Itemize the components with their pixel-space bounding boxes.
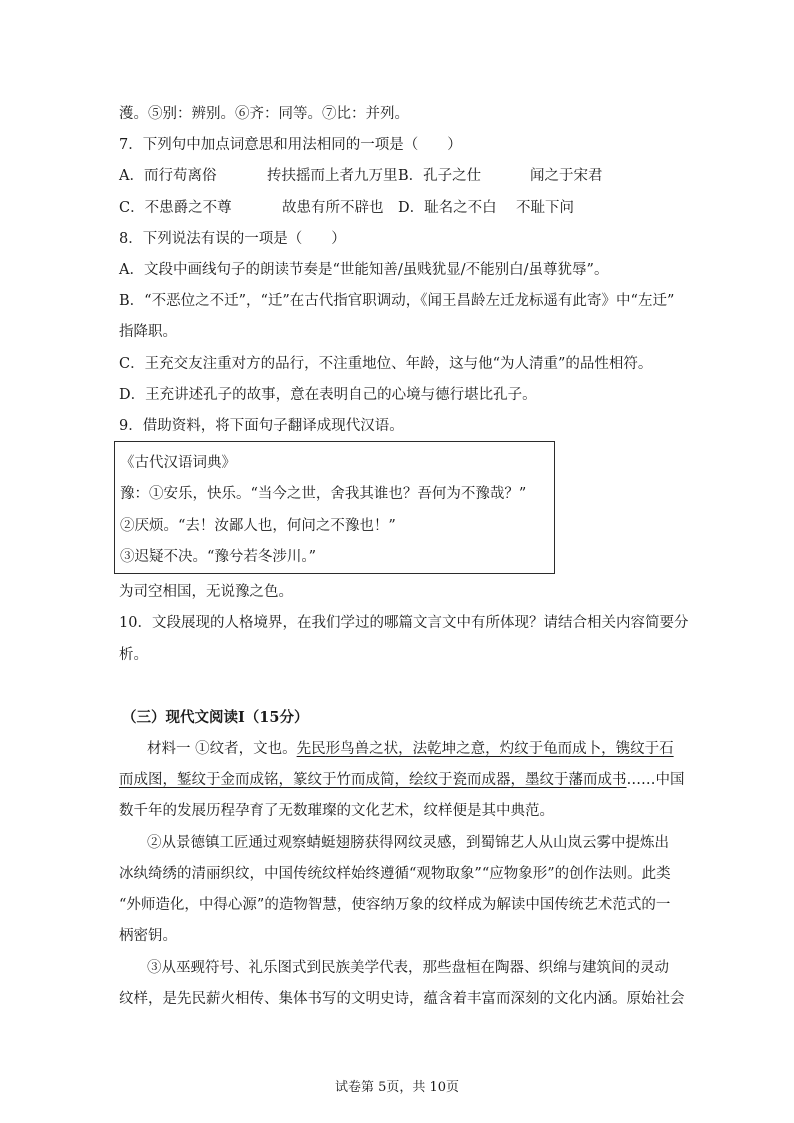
q7-option-d-part2: 不耻下问 (516, 200, 574, 216)
q8-option-a: A．文段中画线句子的朗读节奏是“世能知善/虽贱犹显/不能别白/虽尊犹辱”。 (119, 262, 609, 278)
material1-line3: 数千年的发展历程孕育了无数璀璨的文化艺术，纹样便是其中典范。 (119, 803, 554, 819)
paragraph3-line1: ③从巫觋符号、礼乐图式到民族美学代表，那些盘桓在陶器、织绵与建筑间的灵动 (147, 960, 669, 976)
dictionary-entry-2: ②厌烦。“去！汝鄙人也，何问之不豫也！” (120, 518, 396, 534)
material1-line2 (119, 770, 685, 790)
dictionary-reference-box (114, 441, 555, 574)
dictionary-entry-1: 豫：①安乐，快乐。“当今之世，舍我其谁也？吾何为不豫哉？” (120, 486, 527, 502)
q10-line2: 析。 (119, 647, 148, 663)
q10-line1: 10．文段展现的人格境界，在我们学过的哪篇文言文中有所体现？请结合相关内容简要分 (119, 615, 689, 631)
underlined-sentence-part1: 先民形鸟兽之状，法乾坤之意，灼纹于龟而成卜，镌纹于石 (296, 741, 674, 757)
material1-prefix: 材料一 ①纹者，文也。 (147, 741, 297, 757)
q7-option-d-part1: D．耻名之不白 (398, 200, 497, 216)
paragraph3-line2: 纹样，是先民薪火相传、集体书写的文明史诗，蕴含着丰富而深刻的文化内涵。原始社会 (119, 991, 685, 1007)
page-footer: 试卷第 5页，共 10页 (334, 1080, 460, 1095)
dictionary-title: 《古代汉语词典》 (120, 455, 236, 471)
q7-option-c-part2: 故患有所不辟也 (282, 200, 384, 216)
dictionary-entry-3: ③迟疑不决。“豫兮若冬涉川。” (120, 549, 317, 565)
q7-stem: 7．下列句中加点词意思和用法相同的一项是（ ） (119, 137, 462, 153)
q7-option-c-part1: C．不患爵之不尊 (119, 200, 232, 216)
material1-line1 (147, 739, 674, 759)
q7-option-a-part1: A．而行苟离俗 (119, 168, 217, 184)
section3-heading: （三）现代文阅读Ⅰ（15分） (122, 709, 309, 726)
notes-line: 濩。⑤别：辨别。⑥齐：同等。⑦比：并列。 (119, 106, 409, 122)
q8-option-c: C．王充交友注重对方的品行，不注重地位、年龄，这与他“为人清重”的品性相符。 (119, 356, 653, 372)
q7-option-b-part1: B．孔子之仕 (398, 168, 482, 184)
material1-line2-suffix: ……中国 (626, 772, 685, 788)
paragraph2-line4: 柄密钥。 (119, 928, 177, 944)
q9-stem: 9．借助资料，将下面句子翻译成现代汉语。 (119, 418, 404, 434)
q9-sentence: 为司空相国，无说豫之色。 (119, 584, 293, 600)
paragraph2-line1: ②从景德镇工匠通过观察蜻蜓翅膀获得网纹灵感，到蜀锦艺人从山岚云雾中提炼出 (147, 835, 669, 851)
q7-option-a-part2: 抟扶摇而上者九万里 (267, 168, 398, 184)
paragraph2-line2: 冰纨绮绣的清丽织纹，中国传统纹样始终遵循“观物取象”“应物象形”的创作法则。此类 (119, 866, 671, 882)
underlined-sentence-part2: 而成图，錾纹于金而成铭，篆纹于竹而成简，绘纹于瓷而成器，墨纹于藩而成书 (119, 772, 627, 788)
q8-option-d: D．王充讲述孔子的故事，意在表明自己的心境与德行堪比孔子。 (119, 387, 537, 403)
q7-option-b-part2: 闻之于宋君 (530, 168, 603, 184)
q8-stem: 8．下列说法有误的一项是（ ） (119, 231, 346, 247)
q8-option-b-line2: 指降职。 (119, 324, 177, 340)
paragraph2-line3: “外师造化，中得心源”的造物智慧，使容纳万象的纹样成为解读中国传统艺术范式的一 (119, 897, 671, 913)
q8-option-b-line1: B．“不恶位之不迁”，“迁”在古代指官职调动，《闻王昌龄左迁龙标遥有此寄》中“左迁” (119, 293, 675, 309)
